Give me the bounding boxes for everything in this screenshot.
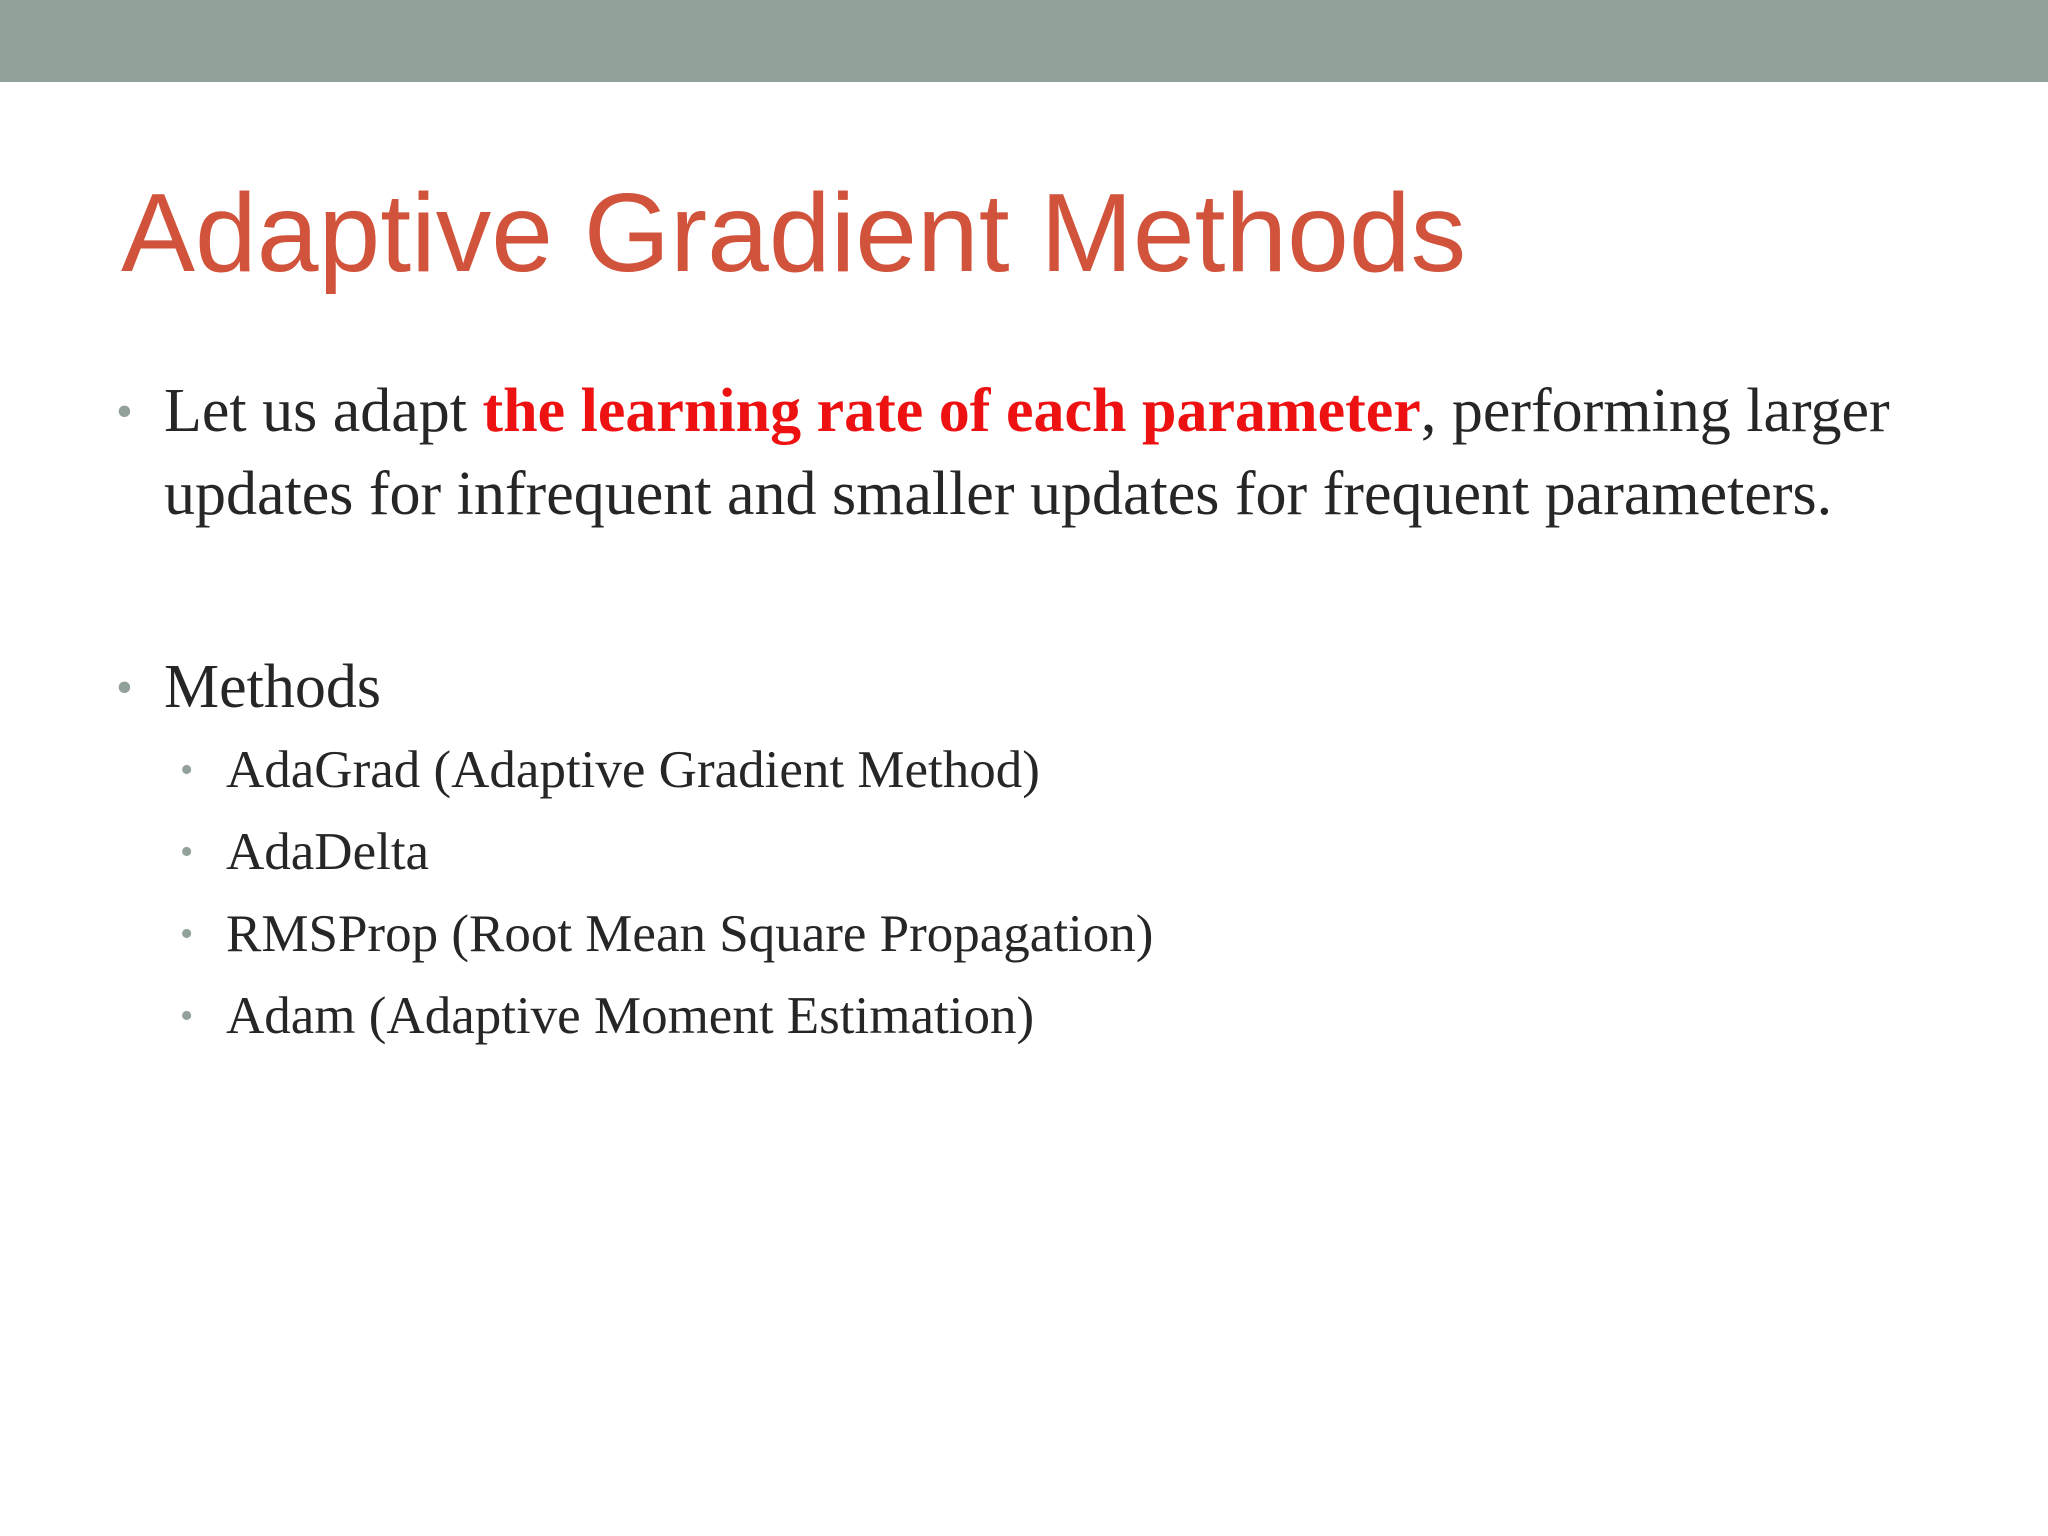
methods-list [116, 729, 1976, 1057]
method-adam: Adam (Adaptive Moment Estimation) [226, 987, 1035, 1045]
sub-bullet-dot-icon: • [180, 749, 194, 791]
slide-body [116, 370, 1976, 1057]
sub-bullet-dot-icon: • [180, 913, 194, 955]
bullet-methods [116, 646, 1976, 729]
bullet-text-after: , performing larger updates for infrequent and smaller updates for frequent parameters. [164, 377, 1890, 528]
sub-bullet-dot-icon: • [180, 831, 194, 873]
sub-bullet-dot-icon: • [180, 995, 194, 1037]
list-item [116, 811, 1976, 893]
method-rmsprop: RMSProp (Root Mean Square Propagation) [226, 905, 1154, 963]
slide-title: Adaptive Gradient Methods [121, 171, 1467, 295]
bullet-text-before: Let us adapt [164, 377, 483, 445]
list-item [116, 975, 1976, 1057]
method-adadelta: AdaDelta [226, 823, 430, 881]
method-adagrad: AdaGrad (Adaptive Gradient Method) [226, 741, 1040, 799]
highlighted-phrase: the learning rate of each parameter [482, 377, 1421, 445]
list-item [116, 729, 1976, 811]
bullet-methods-label: Methods [164, 653, 381, 721]
bullet-dot-icon: • [116, 661, 133, 714]
top-accent-bar [0, 0, 2048, 82]
bullet-dot-icon: • [116, 385, 133, 438]
bullet-adapt-learning-rate [116, 370, 1976, 536]
list-item [116, 893, 1976, 975]
spacer [116, 536, 1976, 646]
